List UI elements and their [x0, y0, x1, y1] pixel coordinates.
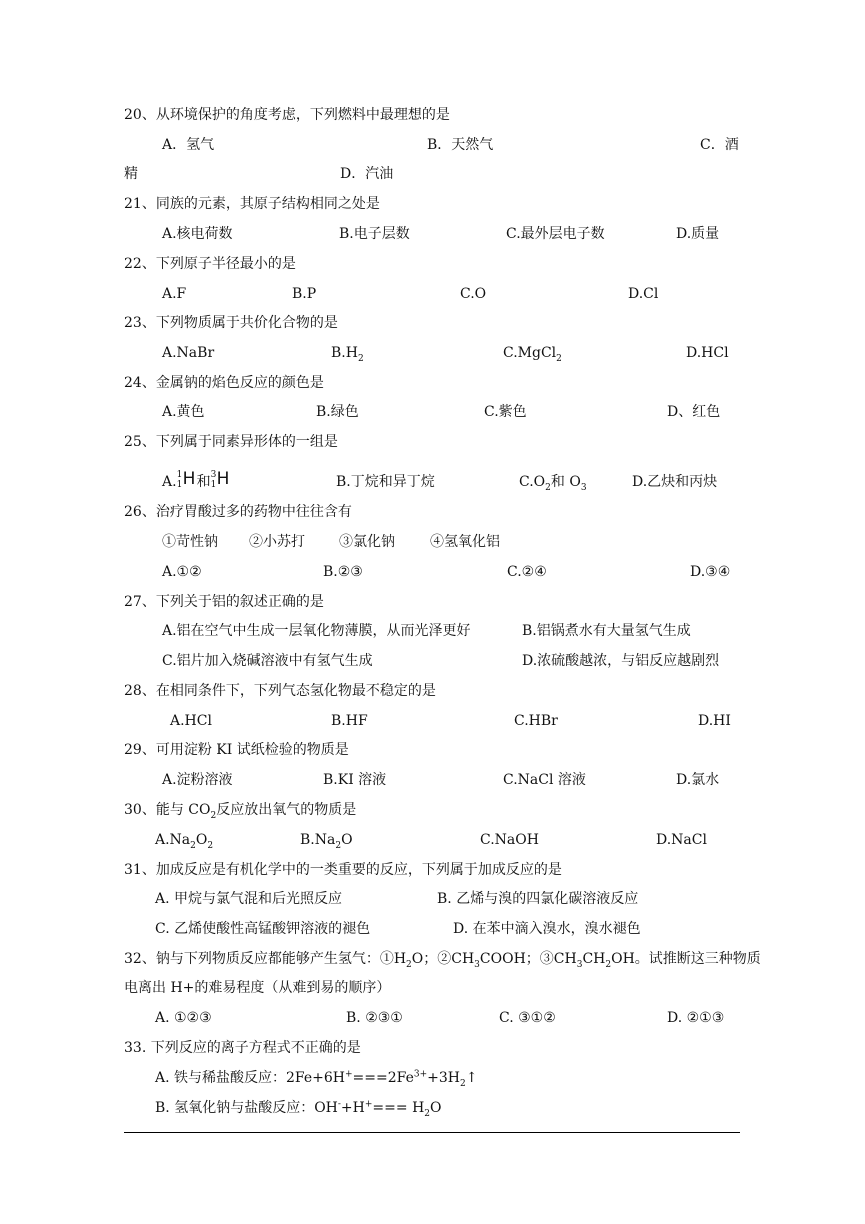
q32-option-a: A. ①②③ [155, 1010, 212, 1026]
q25-iso1-number: 1 [176, 480, 183, 490]
q24-option-a: A.黄色 [162, 404, 205, 420]
q33-a-sup1: + [345, 1069, 353, 1080]
q28-stem: 28、在相同条件下，下列气态氢化物最不稳定的是 [124, 683, 436, 699]
q33-stem: 33. 下列反应的离子方程式不正确的是 [124, 1040, 361, 1056]
q25-option-d: D.乙炔和丙炔 [632, 474, 718, 490]
q22-option-a: A.F [162, 286, 187, 302]
q25-iso2-number: 1 [210, 480, 217, 490]
q33-a-sup2: 3+ [413, 1069, 428, 1080]
q25-stem: 25、下列属于同素异形体的一组是 [124, 434, 338, 450]
q26-substance-3: ③氯化钠 [339, 534, 395, 550]
q32-stem-text1: 32、钠与下列物质反应都能够产生氢气：①H [124, 951, 407, 967]
q25-iso1-mass: 1 [176, 470, 183, 480]
q20-option-c: C．酒 [700, 137, 739, 153]
q28-option-a: A.HCl [170, 713, 212, 729]
q25-and: 和 [196, 474, 211, 490]
q30-a-text2: O [195, 832, 208, 848]
q26-option-a: A.①② [162, 564, 202, 580]
q25-option-a [162, 471, 231, 493]
q21-option-c: C.最外层电子数 [506, 226, 605, 242]
q30-a-text1: A.Na [155, 832, 191, 848]
q32-stem-line2: 电离出 H+的难易程度（从难到易的顺序） [124, 980, 391, 996]
q31-option-d: D. 在苯中滴入溴水，溴水褪色 [453, 921, 641, 937]
q22-option-d: D.Cl [628, 286, 659, 302]
q25-c-sub2: 3 [580, 482, 587, 493]
q33-a-text1: A. 铁与稀盐酸反应：2Fe+6H [155, 1070, 345, 1086]
q26-option-b: B.②③ [323, 564, 363, 580]
q33-a-text2: ===2Fe [352, 1070, 414, 1086]
q26-substance-1: ①苛性钠 [162, 534, 218, 550]
q22-option-b: B.P [292, 286, 317, 302]
q31-option-a: A. 甲烷与氯气混和后光照反应 [155, 891, 343, 907]
q26-substance-2: ②小苏打 [249, 534, 305, 550]
q30-a-sub1: 2 [190, 840, 196, 851]
q33-b-text1: B. 氢氧化钠与盐酸反应：OH [155, 1100, 338, 1116]
q30-stem-text1: 30、能与 CO [124, 802, 211, 818]
q32-stem-sub2: 3 [474, 959, 480, 970]
q23-option-a: A.NaBr [162, 345, 215, 361]
footer-rule [124, 1132, 740, 1133]
q33-option-a [155, 1067, 478, 1089]
q23-c-text: C.MgCl [503, 345, 557, 361]
q33-b-sup1: - [337, 1099, 341, 1110]
q21-option-a: A.核电荷数 [162, 226, 233, 242]
q29-option-b: B.KI 溶液 [323, 772, 387, 788]
q22-option-c: C.O [460, 286, 487, 302]
q22-stem: 22、下列原子半径最小的是 [124, 256, 296, 272]
q30-b-sub1: 2 [335, 840, 342, 851]
q30-option-a [155, 829, 213, 851]
q32-option-c: C. ③①② [499, 1010, 556, 1026]
q30-stem [124, 799, 356, 821]
q21-stem: 21、同族的元素，其原子结构相同之处是 [124, 196, 380, 212]
q32-stem-text4: CH [582, 951, 606, 967]
q25-option-c [519, 471, 587, 493]
q23-b-text: B.H [331, 345, 358, 361]
q26-substance-4: ④氢氧化铝 [430, 534, 500, 550]
q27-option-b: B.铝锅煮水有大量氢气生成 [522, 623, 691, 639]
up-arrow-icon: ↑ [465, 1070, 478, 1086]
q30-stem-sub: 2 [210, 810, 217, 821]
q28-option-b: B.HF [331, 713, 368, 729]
q30-option-c: C.NaOH [480, 832, 539, 848]
q25-isotope-1 [177, 471, 197, 493]
q23-option-c [503, 342, 562, 364]
q21-option-b: B.电子层数 [339, 226, 410, 242]
q30-a-sub2: 2 [207, 840, 214, 851]
q20-option-d: D．汽油 [340, 166, 394, 182]
q29-option-d: D.氯水 [676, 772, 720, 788]
q20-option-c-cont: 精 [124, 166, 138, 182]
q33-b-text4: O [430, 1100, 442, 1116]
q28-option-c: C.HBr [514, 713, 558, 729]
q33-b-sup2: + [364, 1099, 373, 1110]
q26-option-d: D.③④ [690, 564, 731, 580]
q27-option-a: A.铝在空气中生成一层氧化物薄膜，从而光泽更好 [162, 623, 471, 639]
q23-option-d: D.HCl [686, 345, 729, 361]
q28-option-d: D.HI [698, 713, 731, 729]
q33-b-sub: 2 [424, 1108, 431, 1119]
q33-a-text3: +3H [427, 1070, 461, 1086]
q32-stem-text5: OH。试推断这三种物质 [611, 951, 761, 967]
q30-option-d: D.NaCl [656, 832, 707, 848]
q25-iso2-symbol: H [216, 469, 230, 489]
q20-stem: 20、从环境保护的角度考虑，下列燃料中最理想的是 [124, 107, 450, 123]
q30-b-text2: O [341, 832, 353, 848]
q32-option-b: B. ②③① [346, 1010, 403, 1026]
q25-a-label: A. [162, 474, 177, 490]
q32-stem-sub1: 2 [406, 959, 412, 970]
q30-b-text1: B.Na [300, 832, 336, 848]
q32-stem-sub4: 2 [605, 959, 612, 970]
q29-stem: 29、可用淀粉 KI 试纸检验的物质是 [124, 742, 349, 758]
q26-option-c: C.②④ [507, 564, 547, 580]
q25-iso2-mass: 3 [210, 470, 217, 480]
q25-c-text1: C.O [519, 474, 546, 490]
q27-stem: 27、下列关于铝的叙述正确的是 [124, 594, 324, 610]
q33-option-b [155, 1097, 442, 1119]
q33-b-text3: === H [372, 1100, 425, 1116]
q23-c-sub: 2 [556, 353, 562, 364]
q26-stem: 26、治疗胃酸过多的药物中往往含有 [124, 504, 352, 520]
q32-stem-text2: O；②CH [411, 951, 475, 967]
q24-option-d: D、红色 [667, 404, 721, 420]
q33-b-text2: +H [340, 1100, 365, 1116]
q23-b-sub: 2 [357, 353, 364, 364]
q32-stem [124, 948, 761, 970]
q33-a-sub: 2 [460, 1078, 466, 1089]
q24-stem: 24、金属钠的焰色反应的颜色是 [124, 375, 324, 391]
q25-c-text2: 和 O [550, 474, 581, 490]
q31-stem: 31、加成反应是有机化学中的一类重要的反应，下列属于加成反应的是 [124, 862, 562, 878]
q31-option-b: B. 乙烯与溴的四氯化碳溶液反应 [437, 891, 639, 907]
q20-option-a: A．氢气 [162, 137, 215, 153]
q32-stem-sub3: 3 [576, 959, 583, 970]
q20-option-b: B．天然气 [427, 137, 494, 153]
q27-option-c: C.铝片加入烧碱溶液中有氢气生成 [162, 653, 373, 669]
q27-option-d: D.浓硫酸越浓，与铝反应越剧烈 [522, 653, 720, 669]
q25-c-sub1: 2 [545, 482, 551, 493]
q30-option-b [300, 829, 353, 851]
q25-isotope-2 [211, 471, 231, 493]
q21-option-d: D.质量 [676, 226, 720, 242]
q24-option-c: C.紫色 [484, 404, 527, 420]
q31-option-c: C. 乙烯使酸性高锰酸钾溶液的褪色 [155, 921, 371, 937]
q32-stem-text3: COOH；③CH [479, 951, 577, 967]
q29-option-a: A.淀粉溶液 [162, 772, 233, 788]
q23-option-b [331, 342, 364, 364]
q24-option-b: B.绿色 [316, 404, 359, 420]
q29-option-c: C.NaCl 溶液 [503, 772, 586, 788]
q25-option-b: B.丁烷和异丁烷 [336, 474, 435, 490]
q30-stem-text2: 反应放出氧气的物质是 [216, 802, 357, 818]
q25-iso1-symbol: H [182, 469, 196, 489]
q32-option-d: D. ②①③ [667, 1010, 725, 1026]
q23-stem: 23、下列物质属于共价化合物的是 [124, 315, 338, 331]
